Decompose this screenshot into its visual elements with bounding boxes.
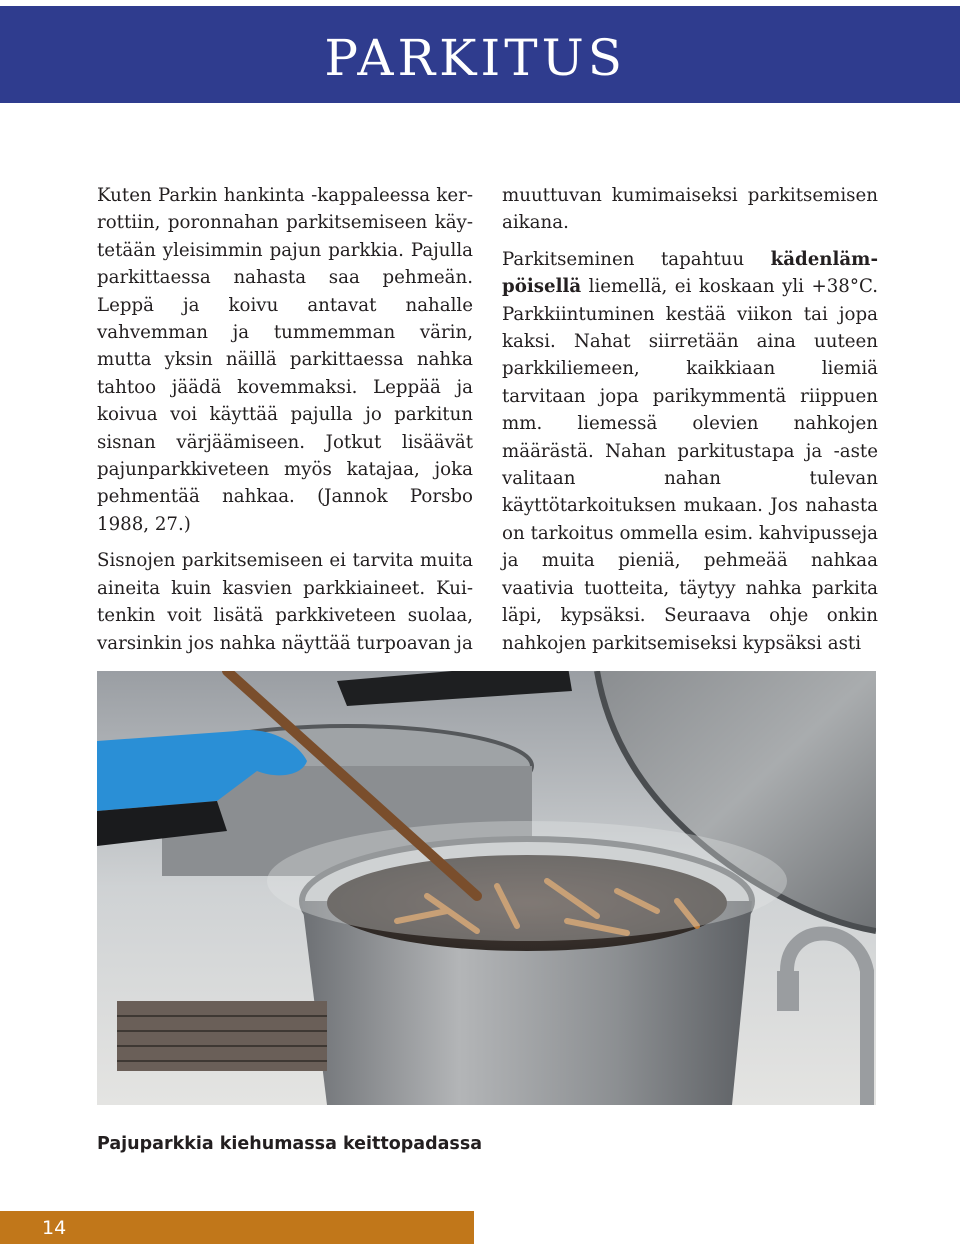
page-title: PARKITUS bbox=[324, 29, 626, 87]
photo-caption: Pajuparkkia kiehumassa keittopadassa bbox=[97, 1134, 483, 1154]
left-paragraph-1: Kuten Parkin hankinta -kappaleessa kerrottiin, poronnahan parkitsemiseen käytetään yleisimmin pajun parkkia. Pajulla parkittaessa nahasta saa pehmeän. Leppä ja koivu antavat nahalle vahvemman ja tummemman värin, mutta yksin näillä parkittaessa nahka tahtoo jäädä kovemmaksi. Leppää ja koivua voi käyttää pajulla jo parkitun sisnan värjäämiseen. Jotkut lisäävät pajunparkkiveteen myös katajaa, joka pehmentää nahkaa. (Jannok Porsbo 1988, 27.) bbox=[97, 185, 473, 535]
right-paragraph-2 bbox=[502, 246, 878, 657]
left-text-column bbox=[97, 182, 473, 666]
right-paragraph-2-rest: liemellä, ei koskaan yli +38°C. Parkkiintuminen kestää viikon tai jopa kaksi. Nahat siirretään aina uuteen parkkiliemeen, kaikkiaan liemiä tarvitaan jopa parikymmentä riippuen mm. liemessä olevien nahkojen määrästä. Nahan parkitustapa ja -aste valitaan nahan tulevan käyttötarkoituksen mukaan. Jos nahasta on tarkoitus ommella esim. kahvipusseja ja muita pieniä, pehmeää nahkaa vaativia tuotteita, täytyy nahka parkita läpi, kypsäksi. Seuraava ohje onkin nahkojen parkitsemiseksi kypsäksi asti bbox=[502, 276, 878, 654]
footer-band bbox=[0, 1211, 474, 1244]
photo-illustration bbox=[97, 671, 876, 1105]
page-number: 14 bbox=[42, 1217, 67, 1239]
right-text-column bbox=[502, 182, 878, 666]
header-band bbox=[0, 6, 960, 103]
left-paragraph-2: Sisnojen parkitsemiseen ei tarvita muita aineita kuin kasvien parkkiaineet. Kuitenkin voit lisätä parkkiveteen suolaa, varsinkin jos nahka näyttää turpoavan ja bbox=[97, 550, 473, 654]
right-paragraph-2-start: Parkitseminen tapahtuu bbox=[502, 248, 771, 270]
cooking-pot-photo bbox=[97, 671, 876, 1105]
bold-term: kädenlämpöisellä bbox=[502, 248, 878, 298]
right-paragraph-1: muuttuvan kumimaiseksi parkitsemisen aikana. bbox=[502, 185, 878, 234]
